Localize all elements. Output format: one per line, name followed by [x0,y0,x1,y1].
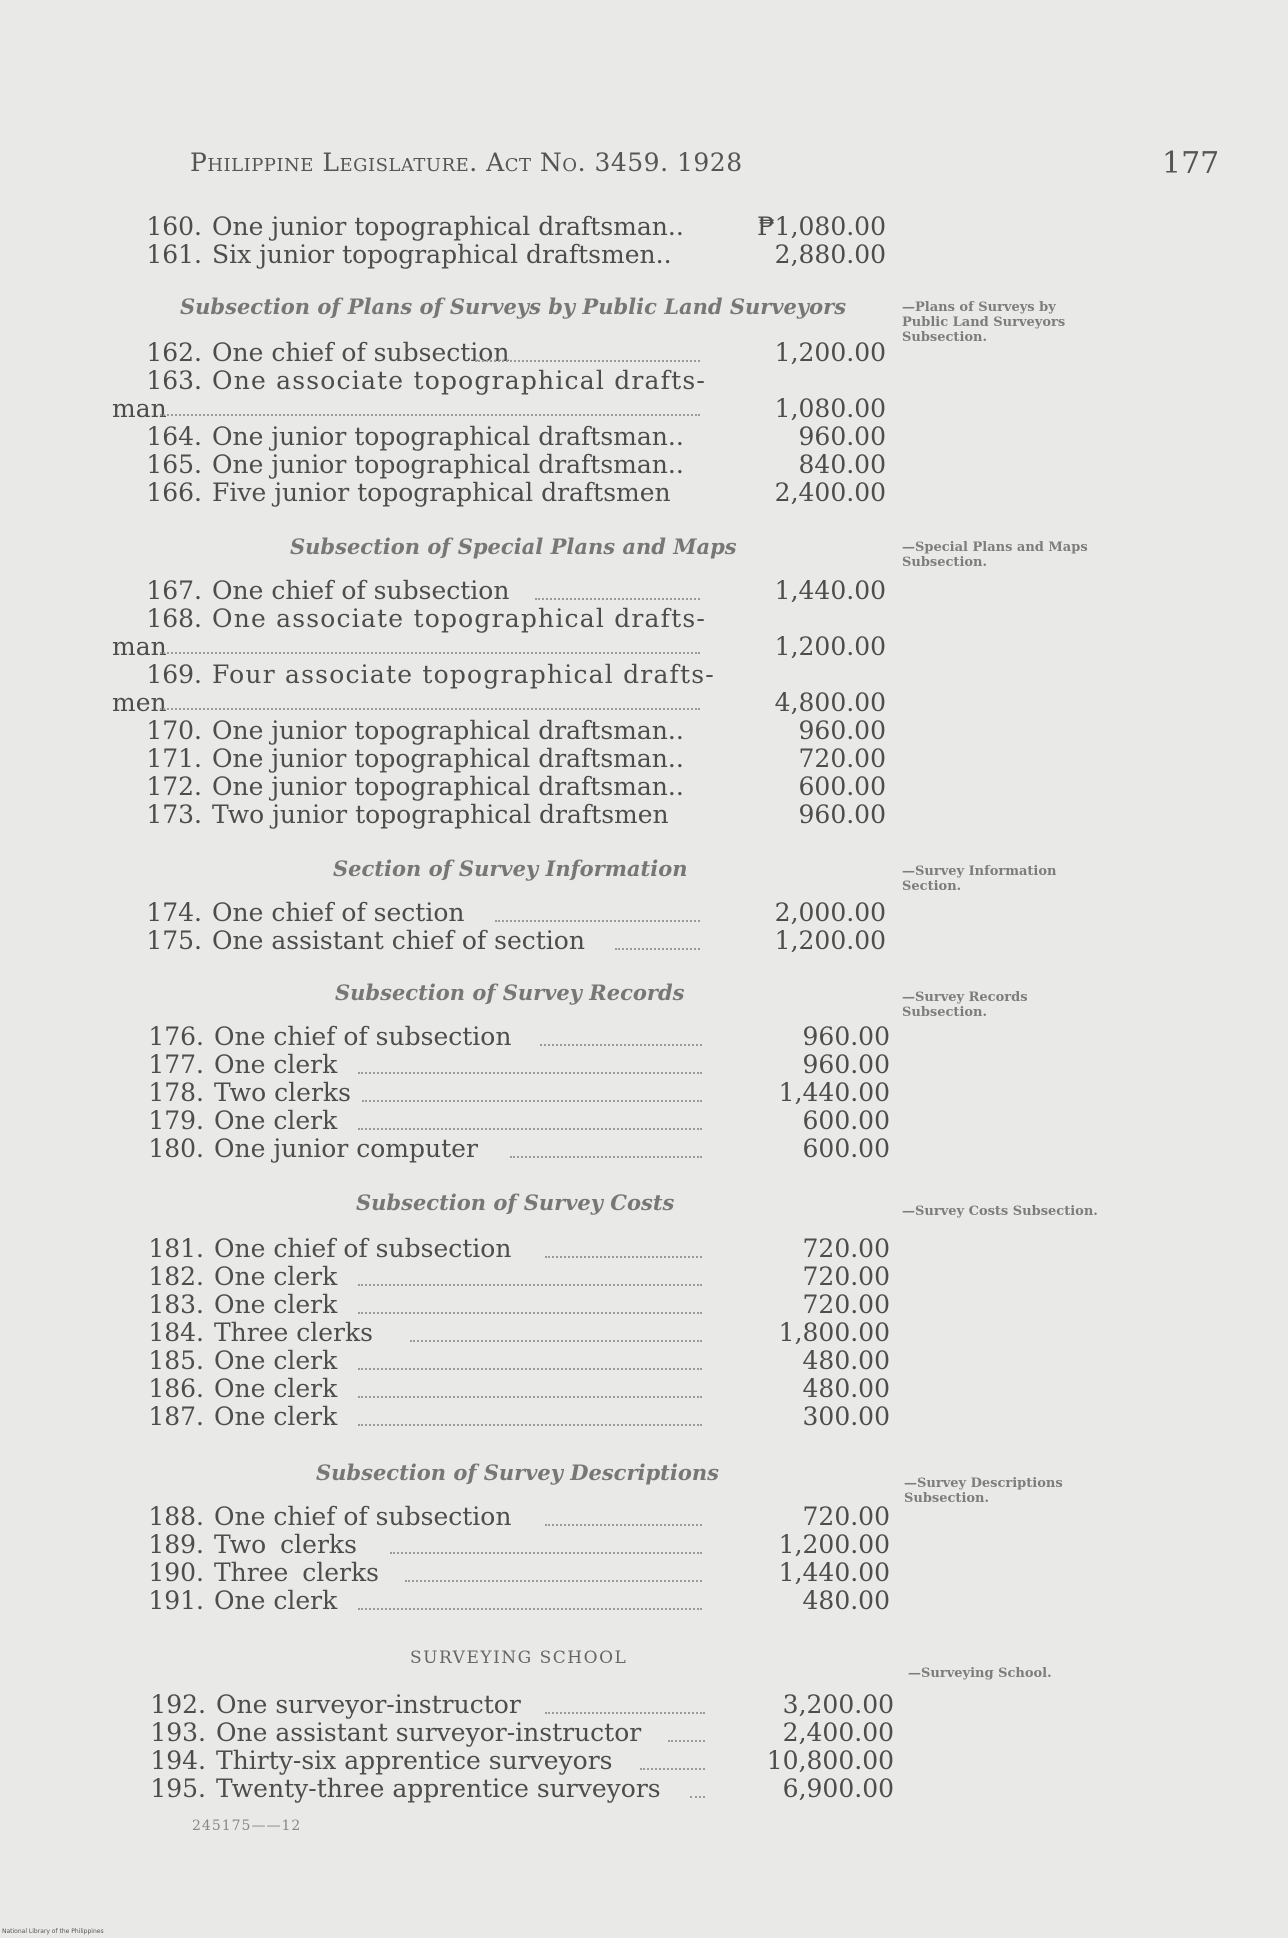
list-item: 185. One clerk 480.00 [148,1346,890,1375]
list-item: 195. Twenty-three apprentice surveyors 6,900.00 [150,1774,894,1803]
dot-leader [358,1312,702,1314]
dot-leader [540,1044,702,1046]
list-item: 167. One chief of subsection 1,440.00 [146,576,886,605]
list-item: 180. One junior computer 600.00 [148,1134,890,1163]
list-item: 166. Five junior topographical draftsmen 2,400.00 [146,478,886,507]
printer-code: 245175——12 [192,1818,302,1834]
list-item: 171. One junior topographical draftsman.. 720.00 [146,744,886,773]
dot-leader [358,1368,702,1370]
list-item: 192. One surveyor-instructor 3,200.00 [150,1690,894,1719]
list-item: 165. One junior topographical draftsman.. 840.00 [146,450,886,479]
dot-leader [410,1340,702,1342]
list-item: 189. Two clerks 1,200.00 [148,1530,890,1559]
dot-leader [358,1608,702,1610]
amount: 1,080.00 [774,394,886,423]
dot-leader [358,1396,702,1398]
list-item: 162. One chief of subsection 1,200.00 [146,338,886,367]
dot-leader [358,1072,702,1074]
list-item: 163. One associate topographical drafts- [146,366,707,395]
dot-leader [535,598,700,600]
amount: 4,800.00 [774,688,886,717]
list-item: 172. One junior topographical draftsman.. 600.00 [146,772,886,801]
dot-leader [160,414,700,416]
dot-leader [358,1284,702,1286]
list-item: 193. One assistant surveyor-instructor 2,400.00 [150,1718,894,1747]
page-number: 177 [1162,146,1220,181]
section-heading: Section of Survey Information [333,856,688,881]
dot-leader [690,1796,705,1798]
list-item: 184. Three clerks 1,800.00 [148,1318,890,1347]
continuation-line: men [112,688,167,717]
dot-leader [358,1424,702,1426]
list-item: 169. Four associate topographical drafts- [146,660,715,689]
list-item: 160. One junior topographical draftsman.. ₱1,080.00 [146,212,886,241]
margin-note: —Special Plans and Maps Subsection. [902,540,1088,570]
dot-leader [405,1580,702,1582]
dot-leader [545,1256,702,1258]
margin-note: —Survey Information Section. [902,864,1057,894]
list-item: 194. Thirty-six apprentice surveyors 10,800.00 [150,1746,894,1775]
dot-leader [390,1552,702,1554]
margin-note: —Survey Descriptions Subsection. [904,1476,1063,1506]
library-tag: National Library of the Philippines [2,1928,104,1935]
section-heading: SURVEYING SCHOOL [410,1648,628,1668]
list-item: 191. One clerk 480.00 [148,1586,890,1615]
margin-note: —Plans of Surveys by Public Land Surveyors Subsection. [902,300,1066,345]
margin-note: —Survey Records Subsection. [902,990,1028,1020]
section-heading: Subsection of Survey Records [335,980,685,1005]
dot-leader [545,1524,702,1526]
list-item: 188. One chief of subsection 720.00 [148,1502,890,1531]
list-item: 174. One chief of section 2,000.00 [146,898,886,927]
continuation-line: man [112,632,167,661]
list-item: 183. One clerk 720.00 [148,1290,890,1319]
list-item: 175. One assistant chief of section 1,200.00 [146,926,886,955]
dot-leader [160,652,700,654]
list-item: 181. One chief of subsection 720.00 [148,1234,890,1263]
section-heading: Subsection of Special Plans and Maps [290,534,737,559]
list-item: 173. Two junior topographical draftsmen 960.00 [146,800,886,829]
dot-leader [358,1128,702,1130]
list-item: 182. One clerk 720.00 [148,1262,890,1291]
section-heading: Subsection of Plans of Surveys by Public Land Surveyors [180,294,847,319]
list-item: 177. One clerk 960.00 [148,1050,890,1079]
section-heading: Subsection of Survey Costs [356,1190,675,1215]
dot-leader [495,920,700,922]
section-heading: Subsection of Survey Descriptions [316,1460,719,1485]
running-header: Philippine Legislature. Act No. 3459. 1928 [190,148,743,177]
dot-leader [640,1768,705,1770]
dot-leader [362,1100,702,1102]
dot-leader [615,948,700,950]
dot-leader [545,1712,705,1714]
list-item: 170. One junior topographical draftsman.. 960.00 [146,716,886,745]
margin-note: —Survey Costs Subsection. [902,1204,1098,1219]
list-item: 190. Three clerks 1,440.00 [148,1558,890,1587]
dot-leader [668,1740,705,1742]
dot-leader [510,1156,702,1158]
list-item: 176. One chief of subsection 960.00 [148,1022,890,1051]
list-item: 178. Two clerks 1,440.00 [148,1078,890,1107]
list-item: 164. One junior topographical draftsman.. 960.00 [146,422,886,451]
list-item: 168. One associate topographical drafts- [146,604,707,633]
list-item: 186. One clerk 480.00 [148,1374,890,1403]
dot-leader [160,708,700,710]
list-item: 187. One clerk 300.00 [148,1402,890,1431]
margin-note: —Surveying School. [908,1666,1052,1681]
list-item: 161. Six junior topographical draftsmen.. 2,880.00 [146,240,886,269]
dot-leader [475,360,700,362]
continuation-line: man [112,394,167,423]
list-item: 179. One clerk 600.00 [148,1106,890,1135]
amount: 1,200.00 [774,632,886,661]
